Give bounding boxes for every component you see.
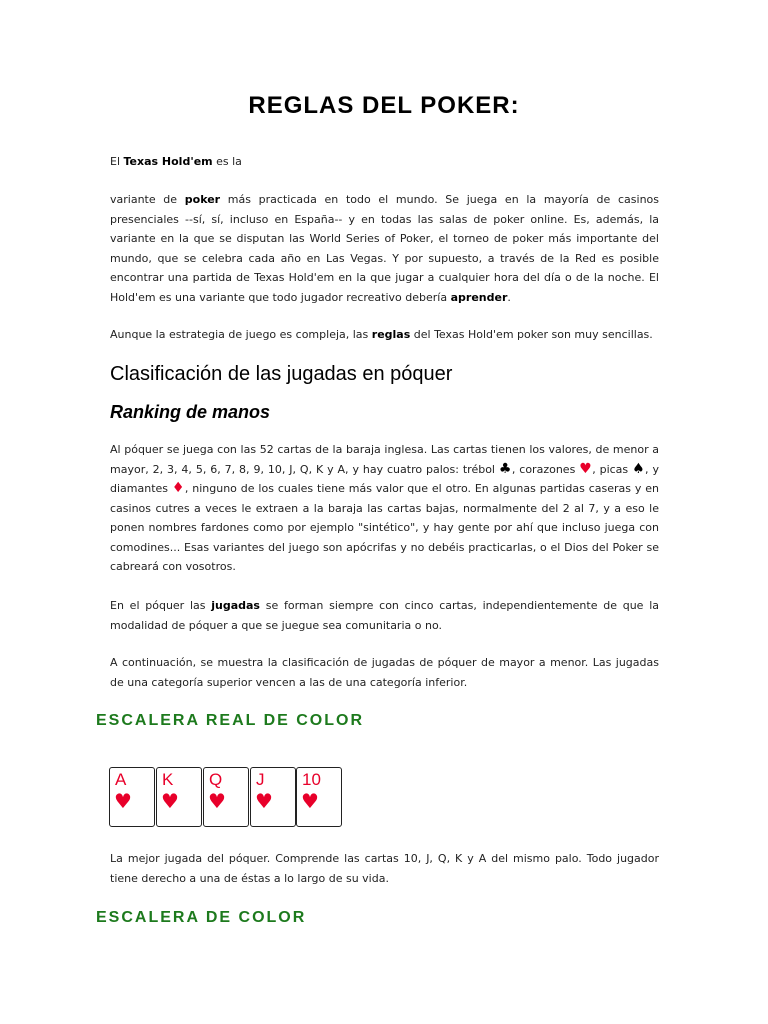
intro-paragraph-1: El Texas Hold'em es la [110, 155, 242, 168]
aprender-bold: aprender [450, 290, 508, 304]
card-rank: J [256, 770, 265, 789]
card-rank: Q [209, 770, 223, 789]
jugadas-paragraph: En el póquer las jugadas se forman siempre con cinco cartas, independientemente de que la modalidad de póquer a que se juegue sea comunitaria o no. [110, 599, 659, 632]
playing-card [203, 767, 249, 827]
card-rank: K [162, 770, 174, 789]
spade-icon: ♠ [632, 460, 646, 477]
card-rank: A [115, 770, 127, 789]
section-heading: Clasificación de las jugadas en póquer [110, 363, 453, 385]
subsection-heading: Ranking de manos [110, 402, 271, 422]
hand-heading-straight-flush: ESCALERA DE COLOR [96, 909, 307, 926]
card-rank: 10 [302, 770, 321, 789]
playing-card [109, 767, 155, 827]
playing-card [296, 767, 342, 827]
heart-icon: ♥ [301, 789, 319, 813]
heart-icon: ♥ [208, 789, 226, 813]
club-icon: ♣ [498, 460, 512, 477]
cards-paragraph: Al póquer se juega con las 52 cartas de la baraja inglesa. Las cartas tienen los valores, de menor a mayor, 2, 3, 4, 5, 6, 7, 8, 9, 10, J, Q, K y A, y hay cuatro palos: trébol ♣, corazones ♥, picas ♠, y diamantes ♦, ninguno de los cuales tiene más valor que el otro. En algunas partidas caseras y en casinos cutres a veces le extraen a la baraja las cartas bajas, normalmente del 2 al 7, y a eso le ponen nombres fardones como por ejemplo "sintético", y hay gente por ahí que incluso juega con comodines... Esas variantes del juego son apócrifas y no debéis practicarlas, o el Dios del Poker se cabreará con vosotros. [110, 443, 660, 573]
intro-paragraph-2: variante de poker más practicada en todo el mundo. Se juega en la mayoría de casinos presenciales --sí, sí, incluso en España-- y en todas las salas de poker online. Es, además, la variante en la que se disputan las World Series of Poker, el torneo de poker más importante del mundo, que se celebra cada año en Las Vegas. Y por supuesto, a través de la Red es posible encontrar una partida de Texas Hold'em en la que jugar a cualquier hora del día o de la noche. El Hold'em es una variante que todo jugador recreativo debería aprender. [110, 193, 660, 304]
page-title: REGLAS DEL POKER: [248, 92, 520, 119]
playing-card [156, 767, 202, 827]
royal-flush-description: La mejor jugada del póquer. Comprende las cartas 10, J, Q, K y A del mismo palo. Todo jugador tiene derecho a una de éstas a lo largo de su vida. [110, 852, 659, 885]
intro-paragraph-3: Aunque la estrategia de juego es compleja, las reglas del Texas Hold'em poker son muy sencillas. [110, 328, 653, 341]
poker-bold: poker [184, 193, 221, 206]
heart-icon: ♥ [161, 789, 179, 813]
diamond-icon: ♦ [171, 480, 185, 496]
royal-flush-cards [109, 767, 349, 829]
reglas-bold: reglas [371, 328, 411, 341]
heart-icon: ♥ [114, 789, 132, 813]
ranking-intro-paragraph: A continuación, se muestra la clasificación de jugadas de póquer de mayor a menor. Las jugadas de una categoría superior vencen a las de una categoría inferior. [110, 656, 659, 689]
texas-holdem-bold: Texas Hold'em [123, 155, 213, 168]
playing-card [250, 767, 296, 827]
jugadas-bold: jugadas [211, 599, 260, 612]
hand-heading-royal-flush: ESCALERA REAL DE COLOR [96, 712, 365, 729]
heart-icon: ♥ [255, 789, 273, 813]
heart-icon: ♥ [579, 460, 593, 477]
